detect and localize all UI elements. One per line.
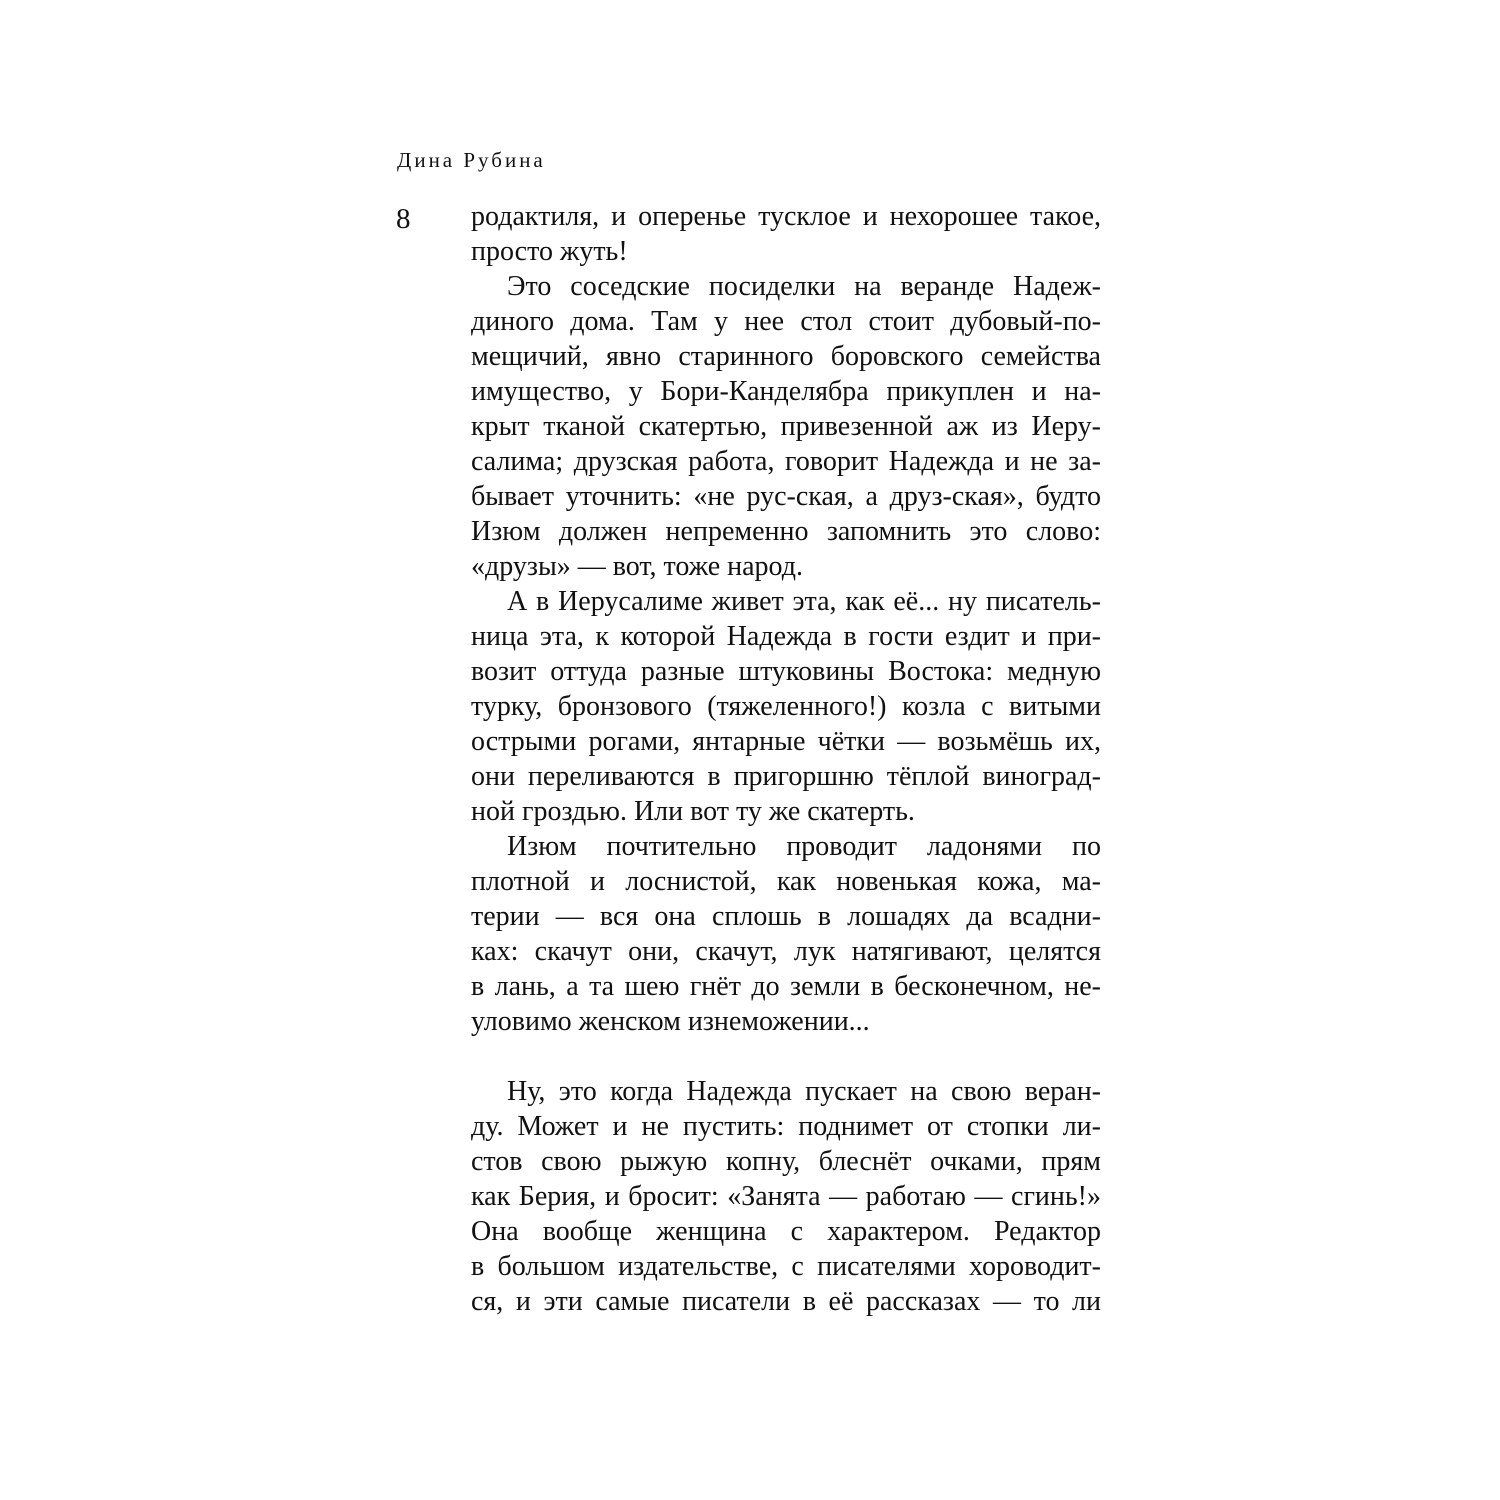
- text-line: они переливаются в пригоршню тёплой виноград-: [471, 761, 1101, 792]
- text-line: родактиля, и оперенье тусклое и нехорошее такое,: [471, 201, 1101, 232]
- text-line: ся, и эти самые писатели в её рассказах — то ли: [471, 1286, 1101, 1317]
- text-line: крыт тканой скатертью, привезенной аж из Иеру-: [471, 411, 1101, 442]
- text-line: ках: скачут они, скачут, лук натягивают, целятся: [471, 936, 1101, 967]
- text-line: как Берия, и бросит: «Занята — работаю — сгинь!»: [471, 1181, 1101, 1212]
- text-line: ница эта, к которой Надежда в гости ездит и при-: [471, 621, 1101, 652]
- text-line: возит оттуда разные штуковины Востока: медную: [471, 656, 1101, 687]
- text-line: Это соседские посиделки на веранде Надеж-: [507, 271, 1101, 302]
- text-line: просто жуть!: [471, 236, 628, 267]
- text-line: Изюм почтительно проводит ладонями по: [507, 831, 1101, 862]
- text-line: А в Иерусалиме живет эта, как её... ну писатель-: [507, 586, 1101, 617]
- text-line: турку, бронзового (тяжеленного!) козла с витыми: [471, 691, 1101, 722]
- text-line: «друзы» — вот, тоже народ.: [471, 551, 803, 582]
- running-head-author: Дина Рубина: [397, 148, 546, 172]
- text-line: ной гроздью. Или вот ту же скатерть.: [471, 796, 915, 827]
- text-line: уловимо женском изнеможении...: [471, 1006, 870, 1037]
- text-line: в большом издательстве, с писателями хороводит-: [471, 1251, 1101, 1282]
- text-line: Ну, это когда Надежда пускает на свою веран-: [507, 1076, 1101, 1107]
- section-gap: [471, 1039, 1101, 1074]
- text-line: имущество, у Бори-Канделябра прикуплен и на-: [471, 376, 1101, 407]
- text-line: плотной и лоснистой, как новенькая кожа, ма-: [471, 866, 1101, 897]
- text-line: стов свою рыжую копну, блеснёт очками, прям: [471, 1146, 1101, 1177]
- text-line: острыми рогами, янтарные чётки — возьмёшь их,: [471, 726, 1101, 757]
- text-line: терии — вся она сплошь в лошадях да всадни-: [471, 901, 1101, 932]
- text-line: ду. Может и не пустить: поднимет от стопки ли-: [471, 1111, 1101, 1142]
- text-line: в лань, а та шею гнёт до земли в бесконечном, не-: [471, 971, 1101, 1002]
- text-line: бывает уточнить: «не рус-ская, а друз-ская», будто: [471, 481, 1101, 512]
- text-line: салима; друзская работа, говорит Надежда и не за-: [471, 446, 1101, 477]
- text-line: диного дома. Там у нее стол стоит дубовый-по-: [471, 306, 1101, 337]
- text-line: Изюм должен непременно запомнить это слово:: [471, 516, 1101, 547]
- page-number: 8: [396, 203, 411, 235]
- text-line: мещичий, явно старинного боровского семейства: [471, 341, 1101, 372]
- text-line: Она вообще женщина с характером. Редактор: [471, 1216, 1101, 1247]
- body-text: [471, 199, 1101, 1319]
